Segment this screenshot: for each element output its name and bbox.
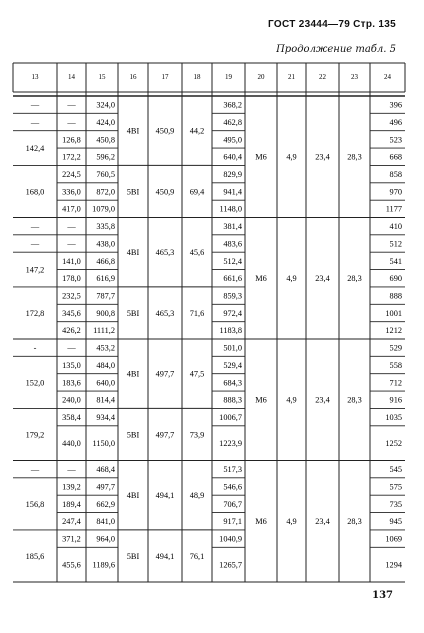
table-cell: 494,1	[155, 551, 175, 561]
table-cell: 5BI	[126, 430, 140, 440]
table-cell: 841,0	[96, 517, 115, 527]
table-cell: 189,4	[62, 499, 81, 509]
table-cell: 183,6	[62, 378, 81, 388]
table-cell: 546,6	[223, 482, 242, 492]
table-cell: 1035	[385, 413, 402, 423]
table-cell: 917,1	[223, 517, 242, 527]
table-cell: 640,0	[96, 378, 115, 388]
table-cell: —	[30, 465, 40, 475]
table-cell: 465,3	[155, 308, 175, 318]
table-cell: 1040,9	[219, 534, 242, 544]
column-header-15: 15	[98, 73, 106, 82]
table-cell: 1189,6	[92, 560, 115, 570]
column-header-18: 18	[193, 73, 201, 82]
table-cell: 4,9	[286, 152, 297, 162]
table-cell: 44,2	[189, 126, 205, 136]
table-cell: 139,2	[62, 482, 81, 492]
table-cell: 450,8	[96, 135, 115, 145]
table-cell: 1079,0	[92, 204, 115, 214]
table-cell: 1265,7	[219, 560, 242, 570]
table-cell: 168,0	[25, 187, 45, 197]
table-cell: 4,9	[286, 274, 297, 284]
table-cell: 496	[389, 117, 402, 127]
table-cell: 466,8	[96, 256, 115, 266]
table-cell: 179,2	[25, 430, 45, 440]
table-cell: 424,0	[96, 117, 115, 127]
table-cell: 512	[389, 239, 402, 249]
table-cell: 172,8	[25, 308, 45, 318]
table-cell: 1006,7	[219, 413, 242, 423]
table-cell: 497,7	[155, 430, 175, 440]
table-cell: 23,4	[315, 152, 330, 162]
table-cell: 888	[389, 291, 402, 301]
page-number: 137	[372, 590, 393, 601]
table-cell: —	[67, 239, 76, 249]
table-cell: 662,9	[96, 499, 115, 509]
table-cell: 1183,8	[219, 326, 242, 336]
table-cell: 1150,0	[92, 439, 115, 449]
table-cell: М6	[255, 274, 267, 284]
table-cell: 1069	[385, 534, 402, 544]
table-cell: 368,2	[223, 100, 242, 110]
table-continuation-caption: Продолжение табл. 5	[276, 44, 396, 55]
table-cell: 126,8	[62, 135, 81, 145]
table-cell: 916	[389, 395, 402, 405]
table-cell: 523	[389, 135, 402, 145]
table-cell: 668	[389, 152, 402, 162]
column-header-23: 23	[351, 73, 358, 82]
table-cell: 28,3	[347, 274, 362, 284]
table-cell: 1177	[385, 204, 402, 214]
table-cell: 5BI	[126, 551, 140, 561]
table-cell: 345,6	[62, 308, 81, 318]
table-cell: 814,4	[96, 395, 115, 405]
table-cell: 28,3	[347, 395, 362, 405]
table-cell: —	[67, 117, 76, 127]
table-cell: М6	[255, 395, 267, 405]
table-cell: 616,9	[96, 274, 115, 284]
table-cell: 596,2	[96, 152, 115, 162]
table-cell: 1212	[385, 326, 402, 336]
table-cell: —	[30, 222, 40, 232]
table-cell: 545	[389, 465, 402, 475]
table-cell: 453,2	[96, 343, 115, 353]
table-cell: —	[30, 117, 40, 127]
column-header-22: 22	[319, 73, 326, 82]
table-cell: 1223,9	[219, 439, 242, 449]
table-cell: 23,4	[315, 395, 330, 405]
table-cell: М6	[255, 517, 267, 527]
table-cell: 964,0	[96, 534, 115, 544]
table-cell: 497,7	[155, 369, 175, 379]
table-cell: —	[67, 465, 76, 475]
table-cell: —	[67, 222, 76, 232]
table-cell: 529,4	[223, 360, 242, 370]
table-cell: 972,4	[223, 308, 242, 318]
column-header-13: 13	[31, 73, 39, 82]
table-cell: 787,7	[96, 291, 115, 301]
table-cell: М6	[255, 152, 267, 162]
table-cell: -	[33, 343, 37, 353]
table-cell: 48,9	[189, 491, 205, 501]
page-header-title: ГОСТ 23444—79 Стр. 135	[268, 19, 396, 30]
table-cell: 829,9	[223, 170, 242, 180]
table-cell: 4,9	[286, 517, 297, 527]
table-cell: 23,4	[315, 274, 330, 284]
table-cell: 888,3	[223, 395, 242, 405]
table-cell: 47,5	[189, 369, 205, 379]
table-cell: 247,4	[62, 517, 81, 527]
table-cell: 945	[389, 517, 402, 527]
table-cell: 1148,0	[219, 204, 242, 214]
table-cell: 142,4	[25, 143, 45, 153]
table-cell: 141,0	[62, 256, 81, 266]
table-cell: 335,8	[96, 222, 115, 232]
table-cell: 501,0	[223, 343, 242, 353]
table-cell: 450,9	[155, 187, 175, 197]
table-cell: 512,4	[223, 256, 242, 266]
table-cell: 358,4	[62, 413, 81, 423]
table-cell: 4BI	[126, 369, 140, 379]
table-cell: 4BI	[126, 491, 140, 501]
column-header-20: 20	[257, 73, 265, 82]
table-cell: 73,9	[189, 430, 205, 440]
table-cell: 147,2	[25, 265, 45, 275]
table-cell: 462,8	[223, 117, 242, 127]
table-cell: 1001	[385, 308, 402, 318]
table-cell: 381,4	[223, 222, 242, 232]
table-cell: 135,0	[62, 360, 81, 370]
table-cell: 690	[389, 274, 402, 284]
table-cell: 661,6	[223, 274, 242, 284]
table-cell: 4,9	[286, 395, 297, 405]
table-cell: 324,0	[96, 100, 115, 110]
table-cell: 517,3	[223, 465, 242, 475]
table-cell: 426,2	[62, 326, 81, 336]
table-cell: 28,3	[347, 517, 362, 527]
table-cell: 185,6	[25, 551, 45, 561]
table-cell: 970	[389, 187, 402, 197]
table-cell: 712	[389, 378, 402, 388]
table-cell: 735	[389, 499, 402, 509]
table-cell: 541	[389, 256, 402, 266]
table-cell: 410	[389, 222, 402, 232]
table-cell: 336,0	[62, 187, 81, 197]
table-cell: 23,4	[315, 517, 330, 527]
table-cell: 494,1	[155, 491, 175, 501]
table-cell: 558	[389, 360, 402, 370]
table-cell: 450,9	[155, 126, 175, 136]
table-cell: 900,8	[96, 308, 115, 318]
column-header-14: 14	[68, 73, 75, 82]
column-header-19: 19	[225, 73, 232, 82]
table-cell: 859,3	[223, 291, 242, 301]
table-cell: 438,0	[96, 239, 115, 249]
table-cell: 371,2	[62, 534, 81, 544]
table-cell: 1252	[385, 439, 402, 449]
table-cell: 497,7	[96, 482, 115, 492]
table-cell: 529	[389, 343, 402, 353]
table-cell: 760,5	[96, 170, 115, 180]
table-cell: 71,6	[189, 308, 205, 318]
table-cell: 4BI	[126, 248, 140, 258]
table-cell: 706,7	[223, 499, 242, 509]
table-cell: 396	[389, 100, 402, 110]
table-cell: 640,4	[223, 152, 242, 162]
table-cell: 941,4	[223, 187, 242, 197]
table-cell: 1294	[385, 560, 402, 570]
table-cell: 4BI	[126, 126, 140, 136]
column-header-24: 24	[384, 73, 391, 82]
table-cell: 28,3	[347, 152, 362, 162]
table-cell: —	[30, 239, 40, 249]
column-header-21: 21	[288, 73, 295, 82]
table-cell: 45,6	[189, 248, 205, 258]
table-cell: 172,2	[62, 152, 81, 162]
column-header-16: 16	[129, 73, 137, 82]
table-cell: 5BI	[126, 187, 140, 197]
table-cell: 224,5	[62, 170, 81, 180]
table-cell: 178,0	[62, 274, 81, 284]
table-cell: —	[67, 100, 76, 110]
table-cell: 1111,2	[93, 326, 115, 336]
table-cell: 468,4	[96, 465, 115, 475]
table-cell: 495,0	[223, 135, 242, 145]
column-header-17: 17	[161, 73, 169, 82]
table-cell: 440,0	[62, 439, 81, 449]
table-cell: 575	[389, 482, 402, 492]
table-cell: 684,3	[223, 378, 242, 388]
table-cell: 152,0	[25, 378, 45, 388]
table-cell: 483,6	[223, 239, 242, 249]
table-cell: 465,3	[155, 248, 175, 258]
table-cell: 934,4	[96, 413, 115, 423]
table-cell: 69,4	[189, 187, 205, 197]
table-cell: 858	[389, 170, 402, 180]
table-cell: 484,0	[96, 360, 115, 370]
table-cell: 872,0	[96, 187, 115, 197]
table-cell: 455,6	[62, 560, 81, 570]
table-cell: 240,0	[62, 395, 81, 405]
table-cell: —	[30, 100, 40, 110]
table-cell: 232,5	[62, 291, 81, 301]
table-cell: 76,1	[189, 551, 205, 561]
table-cell: 156,8	[25, 499, 45, 509]
table-cell: 5BI	[126, 308, 140, 318]
table-cell: 417,0	[62, 204, 81, 214]
table-cell: —	[67, 343, 76, 353]
